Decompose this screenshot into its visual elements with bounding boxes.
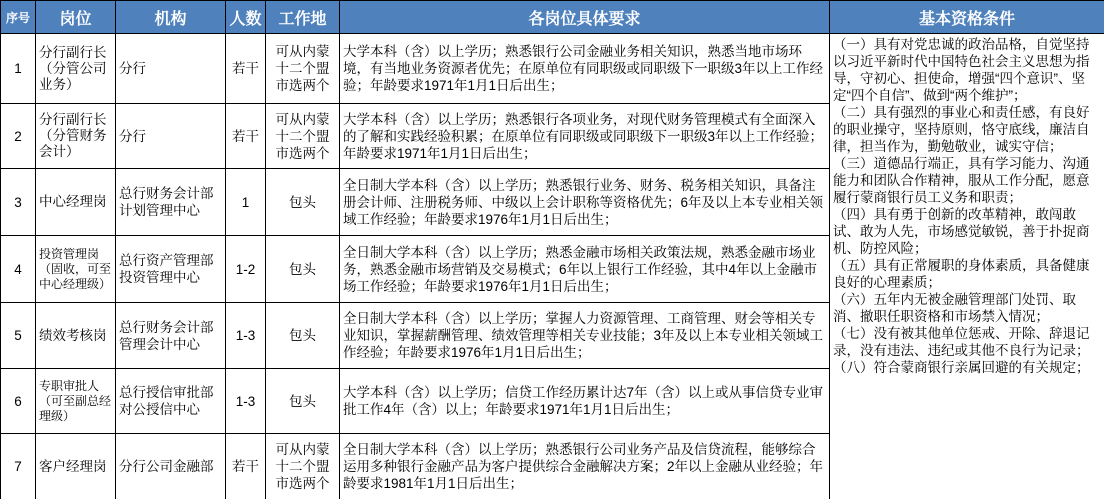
cell-position: 投资管理岗（固收，可至中心经理级） [36, 236, 116, 303]
qualifications-cell [830, 34, 1104, 499]
qualification-item: （四）具有勇于创新的改革精神，敢闯敢试、敢为人先，市场感觉敏锐，善于扑捉商机、防控风险； [833, 207, 1090, 256]
cell-org: 分行 [116, 34, 226, 104]
header-position: 岗位 [36, 1, 116, 34]
header-count: 人数 [226, 1, 266, 34]
cell-no: 7 [1, 434, 36, 499]
header-qualifications: 基本资格条件 [830, 1, 1104, 34]
cell-no: 3 [1, 169, 36, 236]
cell-org: 总行财务会计部计划管理中心 [116, 169, 226, 236]
cell-count: 若干 [226, 434, 266, 499]
cell-org: 总行财务会计部管理会计中心 [116, 303, 226, 369]
cell-requirements: 全日制大学本科（含）以上学历；熟悉银行业务、财务、税务相关知识，具备注册会计师、注册税务师、中级以上会计职称等资格优先；6年及以上本专业相关领域工作经验；年龄要求1976年1月1日后出生； [340, 169, 830, 236]
qualification-item: （六）五年内无被金融管理部门处罚、取消、撤职任职资格和市场禁入情况； [833, 292, 1076, 324]
cell-location: 包头 [266, 303, 340, 369]
cell-requirements: 全日制大学本科（含）以上学历；熟悉银行公司业务产品及信贷流程，能够综合运用多种银行金融产品为客户提供综合金融解决方案；2年以上金融从业经验；年龄要求1981年1月1日后出生； [340, 434, 830, 499]
cell-position: 分行副行长（分管公司业务） [36, 34, 116, 104]
cell-position: 中心经理岗 [36, 169, 116, 236]
cell-no: 1 [1, 34, 36, 104]
cell-count: 1-3 [226, 369, 266, 434]
cell-requirements: 全日制大学本科（含）以上学历；熟悉金融市场相关政策法规，熟悉金融市场业务，熟悉金融市场营销及交易模式；6年以上银行工作经验，其中4年以上金融市场工作经验；年龄要求1976年1月1日后出生； [340, 236, 830, 303]
qualification-item: （二）具有强烈的事业心和责任感，有良好的职业操守，坚持原则，恪守底线，廉洁自律，担当作为，勤勉敬业，诚实守信； [833, 105, 1090, 154]
cell-no: 2 [1, 104, 36, 169]
cell-position: 专职审批人（可至副总经理级） [36, 369, 116, 434]
cell-requirements: 大学本科（含）以上学历；熟悉银行各项业务，对现代财务管理模式有全面深入的了解和实践经验积累；在原单位有同职级或同职级下一职级3年以上工作经验；年龄要求1971年1月1日后出生； [340, 104, 830, 169]
table-row [1, 34, 1104, 104]
cell-requirements: 大学本科（含）以上学历；熟悉银行公司金融业务相关知识，熟悉当地市场环境，有当地业务资源者优先；在原单位有同职级或同职级下一职级3年以上工作经验；年龄要求1971年1月1日后出生； [340, 34, 830, 104]
cell-no: 4 [1, 236, 36, 303]
header-requirements: 各岗位具体要求 [340, 1, 830, 34]
cell-count: 若干 [226, 104, 266, 169]
qualification-item: （七）没有被其他单位惩戒、开除、辞退记录，没有违法、违纪或其他不良行为记录； [833, 326, 1090, 358]
qualification-item: （一）具有对党忠诚的政治品格，自觉坚持以习近平新时代中国特色社会主义思想为指导，守初心、担使命，增强“四个意识”、坚定“四个自信”、做到“两个维护”； [833, 37, 1090, 103]
cell-no: 5 [1, 303, 36, 369]
qualification-item: （三）道德品行端正，具有学习能力、沟通能力和团队合作精神，服从工作分配，愿意履行蒙商银行员工义务和职责； [833, 156, 1090, 205]
qualification-item: （八）符合蒙商银行亲属回避的有关规定； [833, 360, 1090, 375]
qualification-item: （五）具有正常履职的身体素质，具备健康良好的心理素质； [833, 258, 1090, 290]
cell-requirements: 大学本科（含）以上学历；信贷工作经历累计达7年（含）以上或从事信贷专业审批工作4年（含）以上；年龄要求1971年1月1日后出生； [340, 369, 830, 434]
cell-position: 客户经理岗 [36, 434, 116, 499]
cell-count: 1 [226, 169, 266, 236]
cell-location: 包头 [266, 169, 340, 236]
cell-count: 1-3 [226, 303, 266, 369]
header-location: 工作地 [266, 1, 340, 34]
cell-count: 若干 [226, 34, 266, 104]
cell-position: 分行副行长（分管财务会计） [36, 104, 116, 169]
cell-no: 6 [1, 369, 36, 434]
cell-org: 分行公司金融部 [116, 434, 226, 499]
cell-org: 分行 [116, 104, 226, 169]
cell-count: 1-2 [226, 236, 266, 303]
cell-location: 可从内蒙十二个盟市选两个 [266, 104, 340, 169]
cell-location: 包头 [266, 236, 340, 303]
cell-location: 可从内蒙十二个盟市选两个 [266, 34, 340, 104]
cell-location: 包头 [266, 369, 340, 434]
cell-org: 总行资产管理部投资管理中心 [116, 236, 226, 303]
header-org: 机构 [116, 1, 226, 34]
cell-requirements: 全日制大学本科（含）以上学历；掌握人力资源管理、工商管理、财会等相关专业知识，掌握薪酬管理、绩效管理等相关专业技能；3年及以上本专业相关领域工作经验；年龄要求1976年1月1日后出生； [340, 303, 830, 369]
cell-position: 绩效考核岗 [36, 303, 116, 369]
cell-org: 总行授信审批部对公授信中心 [116, 369, 226, 434]
header-no: 序号 [1, 1, 36, 34]
cell-location: 可从内蒙十二个盟市选两个 [266, 434, 340, 499]
header-row [1, 1, 1104, 34]
